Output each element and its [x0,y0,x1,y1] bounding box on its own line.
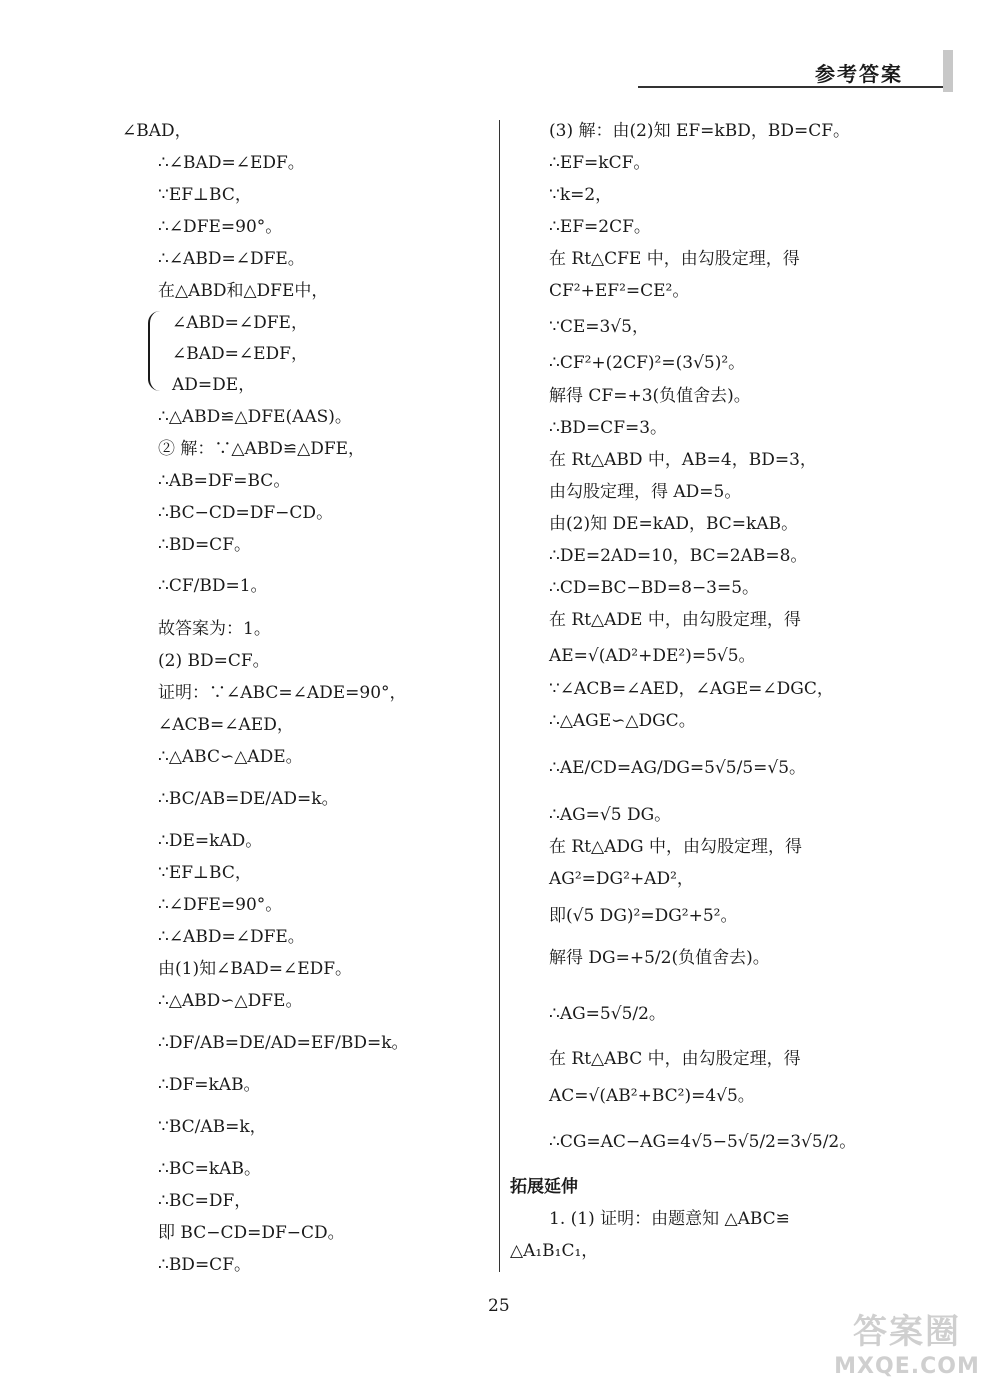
text-line: ∴△ABD≌△DFE(AAS)。 [158,407,352,427]
watermark-logo [822,1310,992,1388]
text-line: AD=DE， [172,375,256,395]
text-line: 证明：∵∠ABC=∠ADE=90°， [158,683,407,703]
text-line: (3) 解：由(2)知 EF=kBD，BD=CF。 [549,121,851,141]
text-line: 故答案为：1。 [158,619,271,639]
text-line: 1. (1) 证明：由题意知 △ABC≌ [549,1209,790,1229]
text-line: ∵BC/AB=k， [158,1117,267,1137]
header-rule [638,86,943,88]
column-divider [499,120,500,1272]
text-line: AC=√(AB²+BC²)=4√5。 [549,1086,755,1106]
text-line: ∴BC−CD=DF−CD。 [158,503,334,523]
text-line: △A₁B₁C₁， [510,1241,599,1261]
text-line: ∴BC=DF， [158,1191,252,1211]
text-line: ∴△ABD∽△DFE。 [158,991,303,1011]
text-line: (2) BD=CF。 [158,651,270,671]
text-line: ∴∠DFE=90°。 [158,895,283,915]
system-brace [148,311,162,391]
text-line: ∴AB=DF=BC。 [158,471,291,491]
text-line: ∠ACB=∠AED， [158,715,294,735]
text-line: 在△ABD和△DFE中， [158,281,329,301]
text-line: ∵k=2， [549,185,613,205]
text-line: ∴CF²+(2CF)²=(3√5)²。 [549,353,746,373]
header-title: 参考答案 [815,62,903,86]
text-line: 即 BC−CD=DF−CD。 [158,1223,345,1243]
text-line: 即(√5 DG)²=DG²+5²。 [549,906,738,926]
text-line: ∴EF=2CF。 [549,217,651,237]
text-line: 在 Rt△CFE 中，由勾股定理，得 [549,249,800,269]
text-line: ∵∠ACB=∠AED，∠AGE=∠DGC， [549,679,834,699]
text-line: ∴△ABC∽△ADE。 [158,747,303,767]
text-line: ∴CG=AC−AG=4√5−5√5/2=3√5/2。 [549,1132,857,1152]
section-heading: 拓展延伸 [510,1177,578,1197]
text-line: ∴BD=CF=3。 [549,418,668,438]
text-line: ∴∠ABD=∠DFE。 [158,927,305,947]
text-line: ∴CF/BD=1。 [158,576,268,596]
text-line: ∴∠ABD=∠DFE。 [158,249,305,269]
text-line: ∴AG=5√5/2。 [549,1004,666,1024]
text-line: 在 Rt△ADG 中，由勾股定理，得 [549,837,802,857]
header-tab-marker [943,50,953,92]
text-line: ∴DF/AB=DE/AD=EF/BD=k。 [158,1033,409,1053]
text-line: ∵CE=3√5， [549,317,649,337]
text-line: AG²=DG²+AD²， [549,869,694,889]
text-line: ∴EF=kCF。 [549,153,651,173]
text-line: ∴DF=kAB。 [158,1075,261,1095]
text-line: 由(2)知 DE=kAD，BC=kAB。 [549,514,799,534]
text-line: ∴AE/CD=AG/DG=5√5/5=√5。 [549,758,807,778]
page-number: 25 [488,1296,510,1316]
text-line: ∴DE=kAD。 [158,831,263,851]
text-line: 在 Rt△ADE 中，由勾股定理，得 [549,610,801,630]
text-line: CF²+EF²=CE²。 [549,281,690,301]
text-line: ∵EF⊥BC， [158,185,252,205]
text-line: 由勾股定理，得 AD=5。 [549,482,742,502]
text-line: ∴AG=√5 DG。 [549,805,672,825]
text-line: 在 Rt△ABC 中，由勾股定理，得 [549,1049,801,1069]
text-line: 解得 DG=+5/2(负值舍去)。 [549,948,770,968]
text-line: ∴∠BAD=∠EDF。 [158,153,305,173]
text-line: ∵EF⊥BC， [158,863,252,883]
text-line: ∴CD=BC−BD=8−3=5。 [549,578,760,598]
watermark-text: 答案圈 [853,1312,961,1352]
text-line: ∠ABD=∠DFE， [172,313,308,333]
text-line: ② 解：∵△ABD≌△DFE， [158,439,366,459]
watermark-url: MXQE.COM [834,1354,980,1379]
text-line: ∠BAD， [122,121,192,141]
text-line: ∴BC/AB=DE/AD=k。 [158,789,339,809]
text-line: 解得 CF=+3(负值舍去)。 [549,386,751,406]
text-line: ∴BD=CF。 [158,535,251,555]
text-line: ∴DE=2AD=10，BC=2AB=8。 [549,546,808,566]
text-line: 在 Rt△ABD 中，AB=4，BD=3， [549,450,817,470]
text-line: ∴∠DFE=90°。 [158,217,283,237]
text-line: ∠BAD=∠EDF， [172,344,308,364]
text-line: 由(1)知∠BAD=∠EDF。 [158,959,353,979]
text-line: ∴BD=CF。 [158,1255,251,1275]
text-line: ∴△AGE∽△DGC。 [549,711,696,731]
text-line: ∴BC=kAB。 [158,1159,261,1179]
text-line: AE=√(AD²+DE²)=5√5。 [549,646,756,666]
